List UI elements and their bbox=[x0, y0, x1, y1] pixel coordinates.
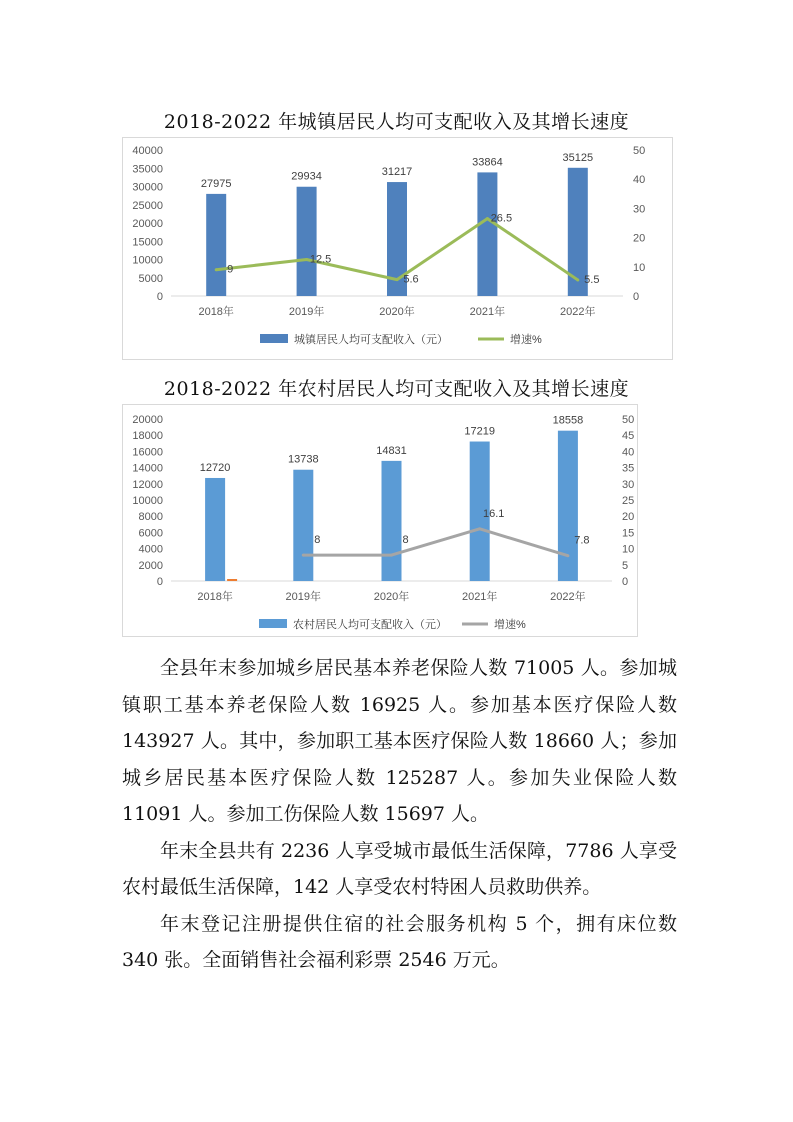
bar-2021年 bbox=[477, 172, 497, 296]
right-axis-tick: 0 bbox=[622, 576, 629, 588]
legend-bar-label: 城镇居民人均可支配收入（元） bbox=[294, 334, 448, 346]
right-axis-tick: 20 bbox=[633, 232, 646, 245]
legend-bar-swatch bbox=[259, 619, 287, 628]
legend-bar-label: 农村居民人均可支配收入（元） bbox=[293, 619, 447, 631]
bar-value-label: 17219 bbox=[464, 425, 495, 438]
left-axis-tick: 20000 bbox=[132, 218, 163, 230]
right-axis-tick: 45 bbox=[622, 430, 635, 443]
bar-2020年 bbox=[382, 461, 402, 581]
right-axis-tick: 10 bbox=[633, 261, 646, 274]
left-axis-tick: 14000 bbox=[132, 462, 163, 475]
category-label: 2022年 bbox=[560, 306, 596, 318]
growth-point bbox=[396, 278, 399, 281]
rural-income-chart bbox=[122, 404, 638, 637]
growth-point bbox=[302, 554, 305, 557]
growth-point bbox=[576, 278, 579, 281]
left-axis-tick: 0 bbox=[156, 291, 163, 303]
body-text bbox=[122, 650, 677, 979]
urban-income-chart bbox=[122, 137, 673, 360]
right-axis-tick: 15 bbox=[622, 527, 635, 540]
bar-value-label: 31217 bbox=[381, 166, 413, 179]
left-axis-tick: 8000 bbox=[138, 511, 163, 524]
paragraph-insurance: 全县年末参加城乡居民基本养老保险人数 71005 人。参加城镇职工基本养老保险人数 16925 人。参加基本医疗保险人数 143927 人。其中，参加职工基本医疗保险人数 18660 人；参加城乡居民基本医疗保险人数 125287 人。参加失业保险人数 11091 人。参加工伤保险人数 15697 人。 bbox=[122, 657, 677, 825]
bar-value-label: 35125 bbox=[562, 151, 594, 164]
left-axis-tick: 5000 bbox=[138, 272, 163, 285]
category-label: 2018年 bbox=[197, 591, 233, 603]
category-label: 2022年 bbox=[550, 591, 586, 603]
right-axis-tick: 40 bbox=[633, 174, 646, 187]
left-axis-tick: 10000 bbox=[132, 495, 163, 507]
right-axis-tick: 50 bbox=[622, 414, 635, 426]
left-axis-tick: 2000 bbox=[138, 559, 163, 572]
growth-value-label: 26.5 bbox=[490, 212, 513, 225]
category-label: 2021年 bbox=[461, 591, 498, 603]
left-axis-tick: 0 bbox=[156, 576, 163, 588]
bar-value-label: 33864 bbox=[472, 156, 503, 169]
bar-value-label: 18558 bbox=[552, 414, 584, 427]
urban-income-chart-svg bbox=[123, 138, 672, 359]
left-axis-tick: 20000 bbox=[132, 414, 163, 426]
right-axis-tick: 5 bbox=[622, 559, 629, 572]
bar-2022年 bbox=[558, 431, 578, 581]
growth-value-label: 12.5 bbox=[309, 253, 332, 266]
growth-point bbox=[305, 258, 308, 261]
category-label: 2019年 bbox=[288, 306, 325, 318]
right-axis-tick: 0 bbox=[633, 291, 640, 303]
left-axis-tick: 12000 bbox=[132, 478, 163, 491]
bar-2019年 bbox=[297, 187, 317, 296]
category-label: 2018年 bbox=[198, 306, 234, 318]
bar-2018年 bbox=[206, 194, 226, 296]
left-axis-tick: 4000 bbox=[138, 543, 163, 556]
paragraph-minimum-living: 年末全县共有 2236 人享受城市最低生活保障，7786 人享受农村最低生活保障，142 人享受农村特困人员救助供养。 bbox=[122, 839, 677, 898]
bar-value-label: 12720 bbox=[199, 461, 231, 474]
growth-point bbox=[215, 268, 218, 271]
left-axis-tick: 25000 bbox=[132, 199, 163, 212]
legend-line-label: 增速% bbox=[494, 619, 526, 631]
growth-point bbox=[478, 527, 481, 530]
bar-2018年 bbox=[205, 478, 225, 581]
right-axis-tick: 25 bbox=[622, 495, 635, 507]
right-axis-tick: 30 bbox=[622, 478, 635, 491]
growth-value-label: 8 bbox=[314, 534, 321, 547]
growth-value-label: 9 bbox=[227, 263, 234, 276]
left-axis-tick: 18000 bbox=[132, 430, 163, 443]
growth-value-label: 8 bbox=[402, 534, 409, 547]
bar-value-label: 27975 bbox=[200, 177, 232, 190]
chart-title-rural: 2018-2022 年农村居民人均可支配收入及其增长速度 bbox=[163, 378, 630, 400]
category-label: 2020年 bbox=[373, 591, 410, 603]
growth-value-label: 5.6 bbox=[403, 273, 419, 286]
growth-point bbox=[390, 554, 393, 557]
empty-series-marker bbox=[227, 579, 237, 581]
chart-title-urban: 2018-2022 年城镇居民人均可支配收入及其增长速度 bbox=[163, 111, 630, 133]
left-axis-tick: 6000 bbox=[138, 527, 163, 540]
growth-rate-line bbox=[303, 529, 568, 556]
growth-value-label: 16.1 bbox=[482, 507, 505, 520]
left-axis-tick: 16000 bbox=[132, 446, 163, 459]
category-label: 2019年 bbox=[285, 591, 322, 603]
left-axis-tick: 35000 bbox=[132, 163, 163, 176]
growth-value-label: 7.8 bbox=[574, 534, 590, 547]
right-axis-tick: 30 bbox=[633, 203, 646, 216]
left-axis-tick: 30000 bbox=[132, 181, 163, 194]
category-label: 2021年 bbox=[469, 306, 506, 318]
left-axis-tick: 40000 bbox=[132, 145, 163, 157]
paragraph-social-service: 年末登记注册提供住宿的社会服务机构 5 个，拥有床位数 340 张。全面销售社会福利彩票 2546 万元。 bbox=[122, 912, 677, 971]
bar-value-label: 29934 bbox=[291, 170, 322, 183]
bar-2019年 bbox=[293, 470, 313, 581]
right-axis-tick: 35 bbox=[622, 462, 635, 475]
category-label: 2020年 bbox=[379, 306, 415, 318]
growth-value-label: 5.5 bbox=[584, 273, 600, 286]
right-axis-tick: 50 bbox=[633, 145, 646, 157]
right-axis-tick: 10 bbox=[622, 543, 635, 556]
right-axis-tick: 20 bbox=[622, 511, 635, 524]
rural-income-chart-svg bbox=[123, 405, 637, 636]
growth-point bbox=[486, 217, 489, 220]
left-axis-tick: 15000 bbox=[132, 236, 163, 249]
legend-line-label: 增速% bbox=[510, 334, 542, 346]
growth-point bbox=[566, 554, 569, 557]
legend-bar-swatch bbox=[260, 334, 288, 343]
bar-value-label: 13738 bbox=[288, 453, 319, 466]
right-axis-tick: 40 bbox=[622, 446, 635, 459]
bar-value-label: 14831 bbox=[376, 444, 407, 457]
left-axis-tick: 10000 bbox=[132, 254, 163, 267]
